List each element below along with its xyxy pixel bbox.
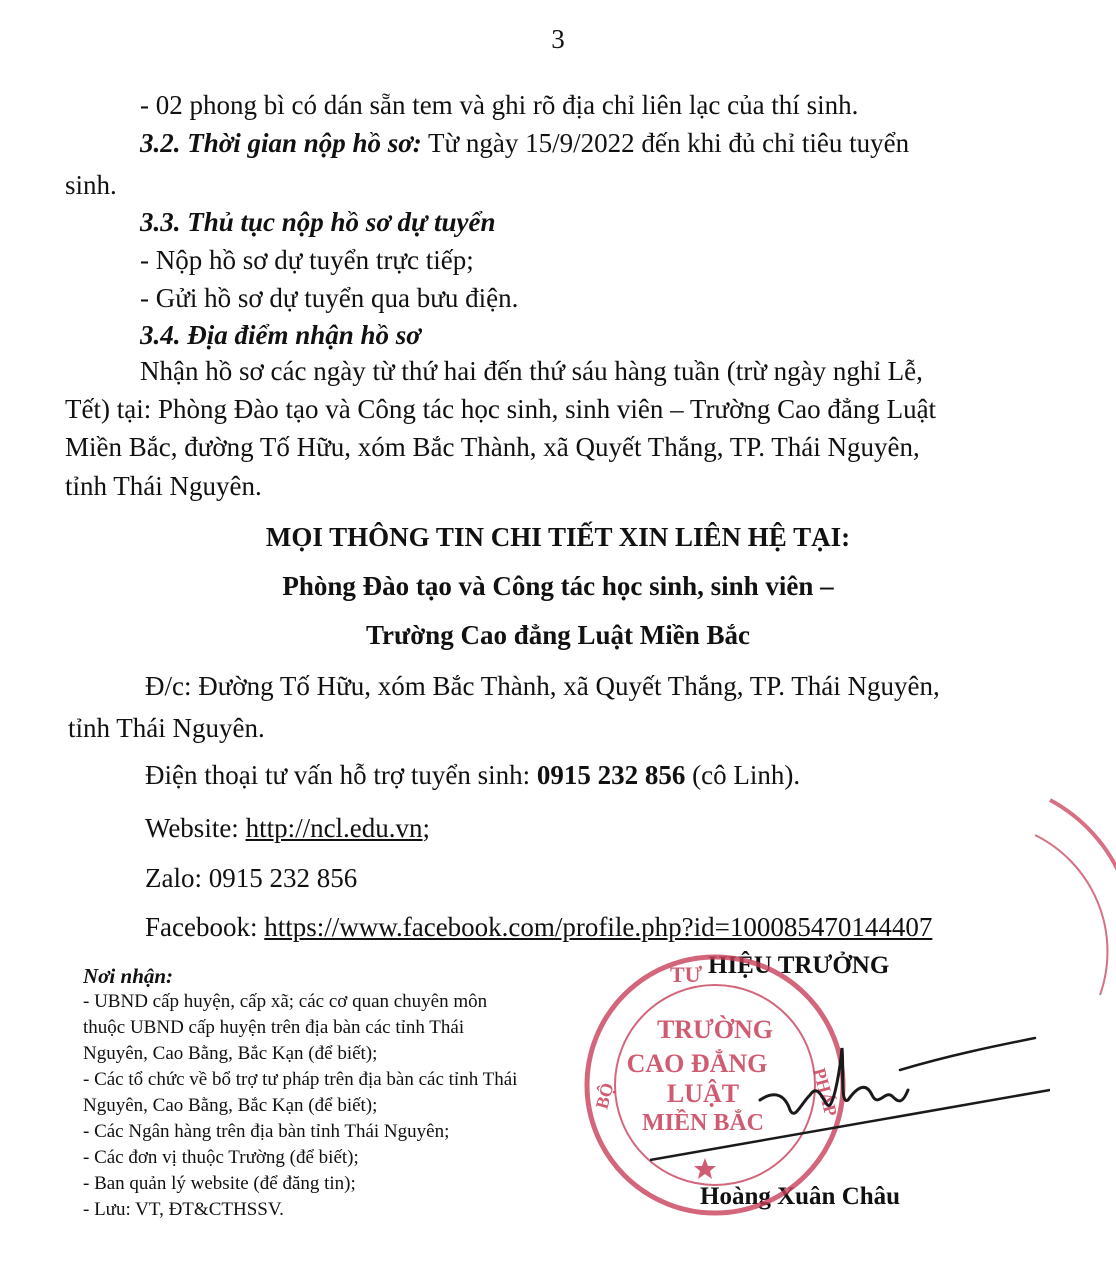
stamp-ring-left: BỘ	[591, 1080, 618, 1112]
phone-label: Điện thoại tư vấn hỗ trợ tuyển sinh:	[145, 760, 537, 790]
signature-title: HIỆU TRƯỞNG	[708, 952, 890, 979]
recipients-heading: Nơi nhận:	[83, 964, 174, 988]
recipient-line: - Lưu: VT, ĐT&CTHSSV.	[83, 1199, 284, 1220]
section-3-2	[140, 126, 909, 160]
stamp-line-4: MIỀN BẮC	[641, 1110, 765, 1136]
partial-stamp	[1030, 795, 1116, 1005]
signature-name: Hoàng Xuân Châu	[700, 1183, 901, 1210]
section-3-4-line-1: Nhận hồ sơ các ngày từ thứ hai đến thứ sáu hàng tuần (trừ ngày nghỉ Lễ,	[140, 356, 923, 386]
stamp-line-2: CAO ĐẲNG	[626, 1049, 768, 1078]
contact-website	[145, 811, 430, 845]
contact-address-1: Đ/c: Đường Tố Hữu, xóm Bắc Thành, xã Quyết Thắng, TP. Thái Nguyên,	[145, 671, 940, 701]
handwritten-signature	[650, 1010, 1050, 1180]
contact-heading: MỌI THÔNG TIN CHI TIẾT XIN LIÊN HỆ TẠI:	[265, 522, 851, 552]
envelope-line: - 02 phong bì có dán sẵn tem và ghi rõ địa chỉ liên lạc của thí sinh.	[140, 90, 859, 120]
section-3-4-line-3: Miền Bắc, đường Tố Hữu, xóm Bắc Thành, xã Quyết Thắng, TP. Thái Nguyên,	[65, 432, 920, 462]
recipients-block	[83, 963, 517, 1223]
phone-suffix: (cô Linh).	[685, 760, 801, 790]
recipient-line: Nguyên, Cao Bằng, Bắc Kạn (để biết);	[83, 1095, 378, 1116]
phone-number: 0915 232 856	[536, 760, 686, 790]
section-3-4-line-4: tỉnh Thái Nguyên.	[65, 471, 262, 501]
section-3-2-continuation: sinh.	[65, 170, 117, 200]
section-3-4-line-2: Tết) tại: Phòng Đào tạo và Công tác học sinh, sinh viên – Trường Cao đẳng Luật	[65, 394, 937, 424]
recipient-line: Nguyên, Cao Bằng, Bắc Kạn (để biết);	[83, 1043, 378, 1064]
contact-school: Trường Cao đẳng Luật Miền Bắc	[366, 620, 750, 650]
contact-address-2: tỉnh Thái Nguyên.	[68, 713, 265, 743]
section-3-3-item-1: - Nộp hồ sơ dự tuyển trực tiếp;	[140, 245, 474, 275]
stamp-line-1: TRƯỜNG	[656, 1015, 774, 1044]
recipient-line: thuộc UBND cấp huyện trên địa bàn các tỉnh Thái	[83, 1017, 465, 1038]
section-3-3-item-2: - Gửi hồ sơ dự tuyển qua bưu điện.	[140, 283, 519, 313]
recipient-line: - Các đơn vị thuộc Trường (để biết);	[83, 1147, 359, 1168]
website-suffix: ;	[422, 813, 431, 843]
recipient-line: - UBND cấp huyện, cấp xã; các cơ quan chuyên môn	[83, 991, 488, 1012]
section-3-4-heading: 3.4. Địa điểm nhận hồ sơ	[140, 320, 421, 350]
website-label: Website:	[145, 813, 246, 843]
contact-facebook	[145, 910, 932, 944]
recipient-line: - Các tổ chức về bổ trợ tư pháp trên địa bàn các tỉnh Thái	[83, 1069, 518, 1090]
website-link[interactable]: http://ncl.edu.vn	[245, 813, 423, 843]
page-number: 3	[551, 24, 565, 54]
section-3-2-heading: 3.2. Thời gian nộp hồ sơ:	[140, 128, 422, 158]
section-3-2-text: Từ ngày 15/9/2022 đến khi đủ chỉ tiêu tuyển	[421, 128, 910, 158]
recipient-line: - Ban quản lý website (để đăng tin);	[83, 1173, 356, 1194]
section-3-3-heading: 3.3. Thủ tục nộp hồ sơ dự tuyển	[140, 207, 496, 237]
facebook-link[interactable]: https://www.facebook.com/profile.php?id=100085470144407	[264, 912, 933, 942]
stamp-ring-right: PHÁP	[809, 1065, 842, 1119]
stamp-ring-top: TƯ	[670, 962, 703, 987]
contact-phone	[145, 758, 800, 792]
contact-office: Phòng Đào tạo và Công tác học sinh, sinh viên –	[282, 571, 834, 601]
facebook-label: Facebook:	[145, 912, 265, 942]
stamp-line-3: LUẬT	[666, 1079, 740, 1108]
recipient-line: - Các Ngân hàng trên địa bàn tỉnh Thái Nguyên;	[83, 1121, 450, 1142]
contact-zalo: Zalo: 0915 232 856	[145, 863, 358, 893]
